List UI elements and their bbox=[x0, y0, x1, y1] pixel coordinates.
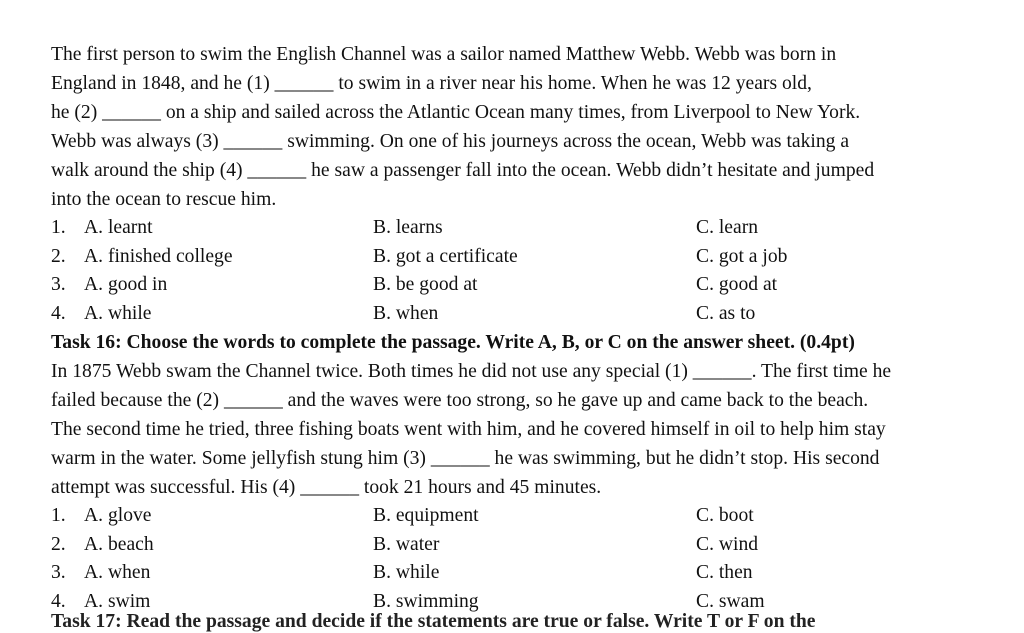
option-number: 3. bbox=[51, 562, 66, 583]
option-b: B. swimming bbox=[373, 590, 479, 612]
option-c: C. wind bbox=[696, 533, 759, 555]
option-number: 4. bbox=[51, 302, 66, 324]
option-a: A. swim bbox=[84, 590, 151, 612]
option-row bbox=[51, 531, 991, 560]
option-c: C. boot bbox=[696, 505, 754, 526]
passage-1-line: he (2) ______ on a ship and sailed across the Atlantic Ocean many times, from Liverpool to New York. bbox=[51, 102, 861, 123]
passage-2-line: failed because the (2) ______ and the waves were too strong, so he gave up and came back to the beach. bbox=[51, 390, 869, 411]
option-c: C. learn bbox=[696, 217, 759, 238]
option-b: B. water bbox=[373, 533, 440, 555]
option-c: C. swam bbox=[696, 590, 765, 612]
passage-2-line: warm in the water. Some jellyfish stung him (3) ______ he was swimming, but he didn’t stop. His second bbox=[51, 448, 880, 469]
passage-2-line: attempt was successful. His (4) ______ took 21 hours and 45 minutes. bbox=[51, 477, 602, 498]
passage-1-line: walk around the ship (4) ______ he saw a passenger fall into the ocean. Webb didn’t hesitate and jumped bbox=[51, 160, 875, 181]
option-row bbox=[51, 271, 991, 300]
options-1 bbox=[51, 214, 991, 328]
option-row bbox=[51, 502, 991, 531]
option-b: B. got a certificate bbox=[373, 245, 518, 267]
option-b: B. while bbox=[373, 562, 440, 583]
passage-2-line: The second time he tried, three fishing boats went with him, and he covered himself in oil to help him stay bbox=[51, 419, 886, 440]
options-2 bbox=[51, 502, 991, 616]
option-b: B. be good at bbox=[373, 274, 478, 295]
option-b: B. learns bbox=[373, 217, 443, 238]
cut-off-heading: Task 17: Read the passage and decide if the statements are true or false. Write T or F on the bbox=[51, 611, 816, 632]
option-b: B. equipment bbox=[373, 505, 479, 526]
option-number: 3. bbox=[51, 274, 66, 295]
option-number: 4. bbox=[51, 590, 66, 612]
option-a: A. good in bbox=[84, 274, 168, 295]
option-row bbox=[51, 243, 991, 272]
passage-1-line: The first person to swim the English Channel was a sailor named Matthew Webb. Webb was born in bbox=[51, 44, 837, 65]
option-number: 1. bbox=[51, 505, 66, 526]
option-c: C. then bbox=[696, 562, 753, 583]
option-a: A. while bbox=[84, 302, 152, 324]
passage-2-line: In 1875 Webb swam the Channel twice. Both times he did not use any special (1) ______. The first time he bbox=[51, 361, 892, 382]
option-c: C. got a job bbox=[696, 245, 788, 267]
task-16 bbox=[51, 328, 991, 502]
option-a: A. when bbox=[84, 562, 151, 583]
option-a: A. glove bbox=[84, 505, 152, 526]
option-row bbox=[51, 300, 991, 329]
option-b: B. when bbox=[373, 302, 439, 324]
task-16-heading: Task 16: Choose the words to complete the passage. Write A, B, or C on the answer sheet. (0.4pt) bbox=[51, 332, 855, 353]
option-c: C. good at bbox=[696, 274, 778, 295]
passage-1-line: Webb was always (3) ______ swimming. On one of his journeys across the ocean, Webb was taking a bbox=[51, 131, 850, 152]
passage-1-line: into the ocean to rescue him. bbox=[51, 189, 277, 210]
passage-1 bbox=[51, 40, 991, 214]
option-a: A. finished college bbox=[84, 245, 233, 267]
option-row bbox=[51, 214, 991, 243]
option-number: 2. bbox=[51, 245, 66, 267]
option-row bbox=[51, 559, 991, 588]
option-c: C. as to bbox=[696, 302, 756, 324]
option-number: 1. bbox=[51, 217, 66, 238]
passage-1-line: England in 1848, and he (1) ______ to swim in a river near his home. When he was 12 years old, bbox=[51, 73, 812, 94]
option-a: A. beach bbox=[84, 533, 154, 555]
option-a: A. learnt bbox=[84, 217, 153, 238]
worksheet-page bbox=[51, 40, 991, 616]
option-number: 2. bbox=[51, 533, 66, 555]
